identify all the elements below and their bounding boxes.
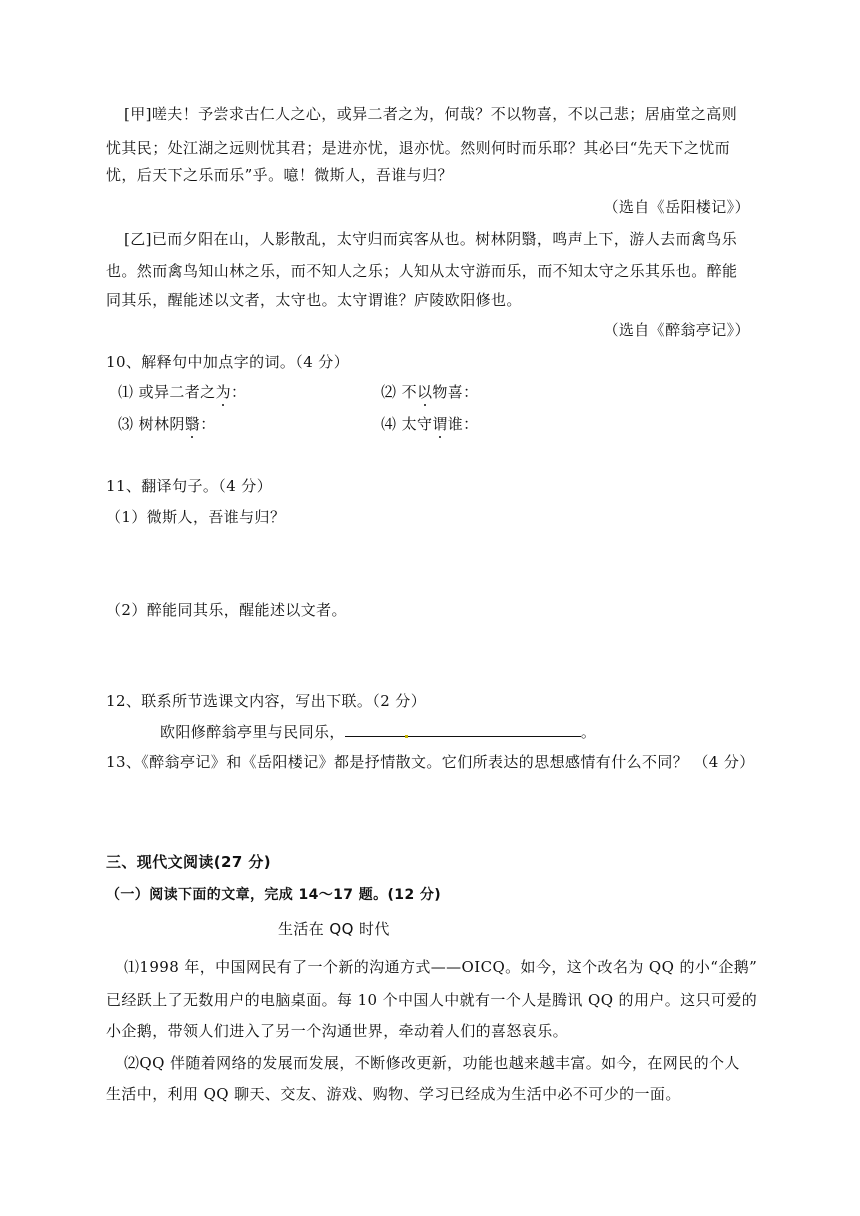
q10-item-4: ⑷ 太守谓谁：: [381, 415, 479, 433]
q11-item-1: （1）微斯人，吾谁与归？: [106, 508, 286, 526]
section-3-subheading: （一）阅读下面的文章，完成 14～17 题。(12 分): [106, 887, 442, 903]
q12-couplet: 欧阳修醉翁亭里与民同乐， 。: [160, 723, 597, 741]
q10-item-1-dotted-char: 为: [215, 383, 231, 401]
q11-item-2: （2）醉能同其乐，醒能述以文者。: [106, 601, 347, 619]
q10-item-3-dotted-char: 翳: [184, 415, 201, 433]
passage-jia-line-2: 忧其民；处江湖之远则忧其君；是进亦忧，退亦忧。然则何时而乐耶？其必曰“先天下之忧而: [106, 139, 731, 157]
section-3-heading: 三、现代文阅读(27 分): [106, 853, 272, 871]
q11-stem: 11、翻译句子。（4 分）: [106, 477, 273, 495]
q13-stem: 13、《醉翁亭记》和《岳阳楼记》都是抒情散文。它们所表达的思想感情有什么不同？ （4 分）: [106, 753, 755, 771]
q12-upper-line: 欧阳修醉翁亭里与民同乐，: [160, 723, 345, 741]
q10-stem: 10、解释句中加点字的词。（4 分）: [106, 353, 350, 371]
article-p1-line-2: 已经跃上了无数用户的电脑桌面。每 10 个中国人中就有一个人是腾讯 QQ 的用户。这只可爱的: [106, 991, 758, 1009]
passage-jia-line-1: [甲]嗟夫！予尝求古仁人之心，或异二者之为，何哉？不以物喜，不以己悲；居庙堂之高则: [124, 105, 738, 123]
q10-item-4-dotted-char: 谓: [432, 415, 448, 433]
q10-item-2: ⑵ 不以物喜：: [381, 383, 479, 401]
article-p1-line-3: 小企鹅，带领人们进入了另一个沟通世界，牵动着人们的喜怒哀乐。: [106, 1022, 569, 1040]
article-title: 生活在 QQ 时代: [278, 920, 390, 938]
passage-jia-source: （选自《岳阳楼记》）: [603, 198, 750, 216]
q10-item-3: ⑶ 树林阴翳：: [118, 415, 216, 433]
passage-jia-line-3: 忧，后天下之乐而乐”乎。噫！微斯人，吾谁与归？: [106, 166, 453, 184]
q10-item-2-dotted-char: 以: [416, 383, 433, 401]
passage-yi-source: （选自《醉翁亭记》）: [603, 321, 750, 339]
passage-yi-line-2: 也。然而禽鸟知山林之乐，而不知人之乐；人知从太守游而乐，而不知太守之乐其乐也。醉能: [106, 262, 738, 280]
passage-yi-line-1: [乙]已而夕阳在山，人影散乱，太守归而宾客从也。树林阴翳，鸣声上下，游人去而禽鸟乐: [124, 230, 738, 248]
article-p2-line-2: 生活中，利用 QQ 聊天、交友、游戏、购物、学习已经成为生活中必不可少的一面。: [106, 1085, 681, 1103]
q12-stem: 12、联系所节选课文内容，写出下联。（2 分）: [106, 692, 427, 710]
passage-yi-line-3: 同其乐，醒能述以文者，太守也。太守谓谁？庐陵欧阳修也。: [106, 291, 522, 309]
q10-item-1: ⑴ 或异二者之为：: [118, 383, 247, 401]
article-p2-line-1: ⑵QQ 伴随着网络的发展而发展，不断修改更新，功能也越来越丰富。如今，在网民的个人: [124, 1054, 740, 1072]
q12-answer-blank[interactable]: [345, 722, 581, 737]
article-p1-line-1: ⑴1998 年，中国网民有了一个新的沟通方式——OICQ。如今，这个改名为 QQ 的小“企鹅”: [124, 958, 758, 976]
